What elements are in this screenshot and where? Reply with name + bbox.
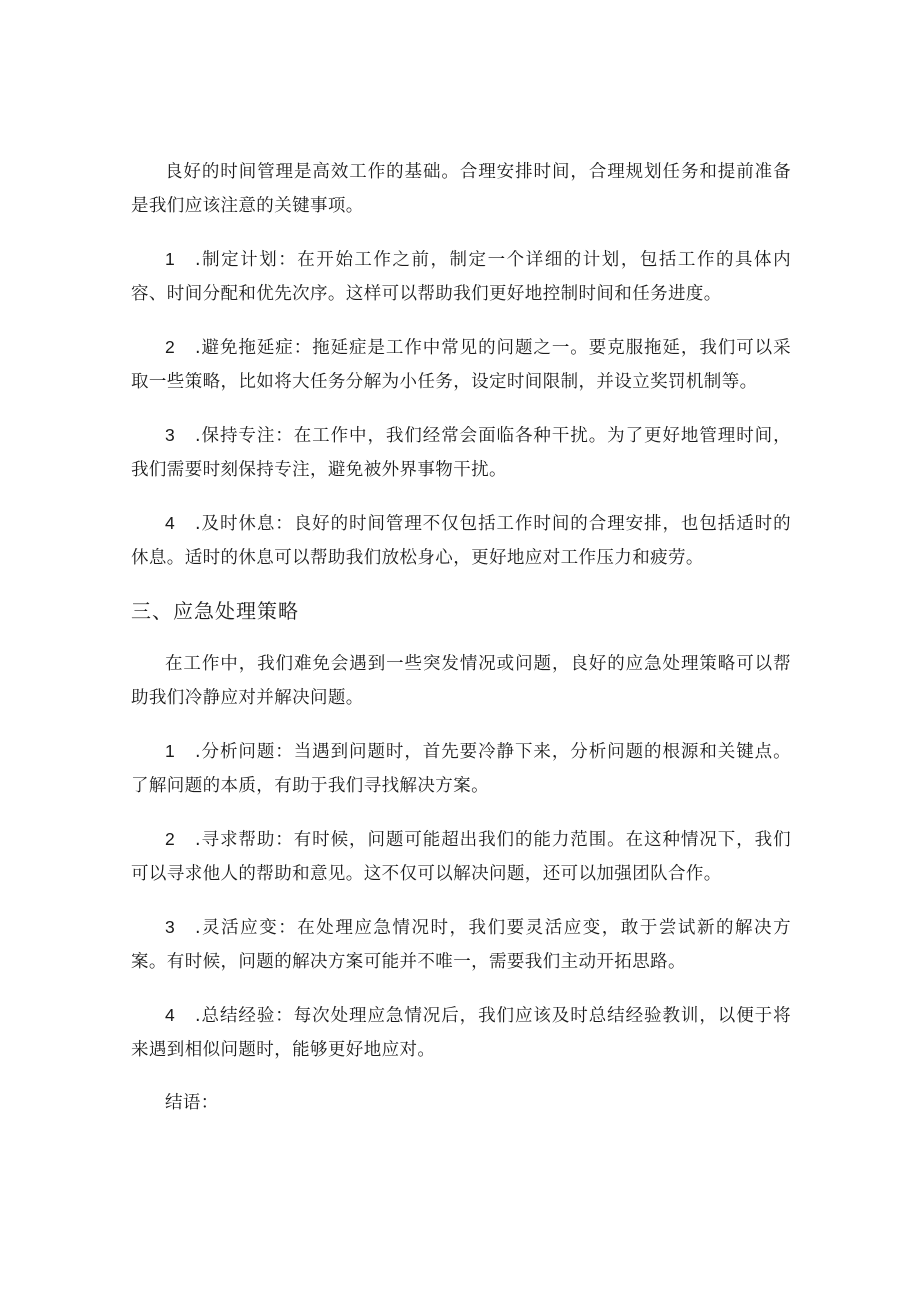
item-number: 3	[165, 917, 176, 937]
item-text: .保持专注：在工作中，我们经常会面临各种干扰。为了更好地管理时间，我们需要时刻保持专注，避免被外界事物干扰。	[131, 426, 791, 480]
time-item-2	[131, 330, 791, 399]
emergency-item-3	[131, 910, 791, 979]
emergency-item-4	[131, 998, 791, 1067]
time-management-intro: 良好的时间管理是高效工作的基础。合理安排时间，合理规划任务和提前准备是我们应该注意的关键事项。	[131, 162, 791, 216]
item-number: 2	[165, 829, 176, 849]
item-text: .分析问题：当遇到问题时，首先要冷静下来，分析问题的根源和关键点。了解问题的本质，有助于我们寻找解决方案。	[131, 742, 791, 796]
item-number: 4	[165, 513, 176, 533]
item-text: .制定计划：在开始工作之前，制定一个详细的计划，包括工作的具体内容、时间分配和优先次序。这样可以帮助我们更好地控制时间和任务进度。	[131, 250, 791, 304]
item-number: 3	[165, 425, 176, 445]
item-number: 2	[165, 337, 176, 357]
time-item-3	[131, 418, 791, 487]
item-number: 1	[165, 741, 176, 761]
emergency-intro: 在工作中，我们难免会遇到一些突发情况或问题，良好的应急处理策略可以帮助我们冷静应对并解决问题。	[131, 654, 791, 708]
emergency-item-2	[131, 822, 791, 891]
item-text: .避免拖延症：拖延症是工作中常见的问题之一。要克服拖延，我们可以采取一些策略，比如将大任务分解为小任务，设定时间限制，并设立奖罚机制等。	[131, 338, 791, 392]
item-number: 4	[165, 1005, 176, 1025]
item-text: .寻求帮助：有时候，问题可能超出我们的能力范围。在这种情况下，我们可以寻求他人的帮助和意见。这不仅可以解决问题，还可以加强团队合作。	[131, 830, 791, 884]
item-text: .及时休息：良好的时间管理不仅包括工作时间的合理安排，也包括适时的休息。适时的休息可以帮助我们放松身心，更好地应对工作压力和疲劳。	[131, 514, 791, 568]
item-text: .灵活应变：在处理应急情况时，我们要灵活应变，敢于尝试新的解决方案。有时候，问题的解决方案可能并不唯一，需要我们主动开拓思路。	[131, 918, 791, 972]
document-body	[131, 155, 791, 1120]
time-item-4	[131, 506, 791, 575]
time-item-1	[131, 242, 791, 311]
closing-label: 结语：	[165, 1093, 219, 1113]
emergency-item-1	[131, 734, 791, 803]
section-heading-emergency: 三、应急处理策略	[131, 599, 299, 623]
item-number: 1	[165, 249, 176, 269]
item-text: .总结经验：每次处理应急情况后，我们应该及时总结经验教训，以便于将来遇到相似问题时，能够更好地应对。	[131, 1006, 791, 1060]
